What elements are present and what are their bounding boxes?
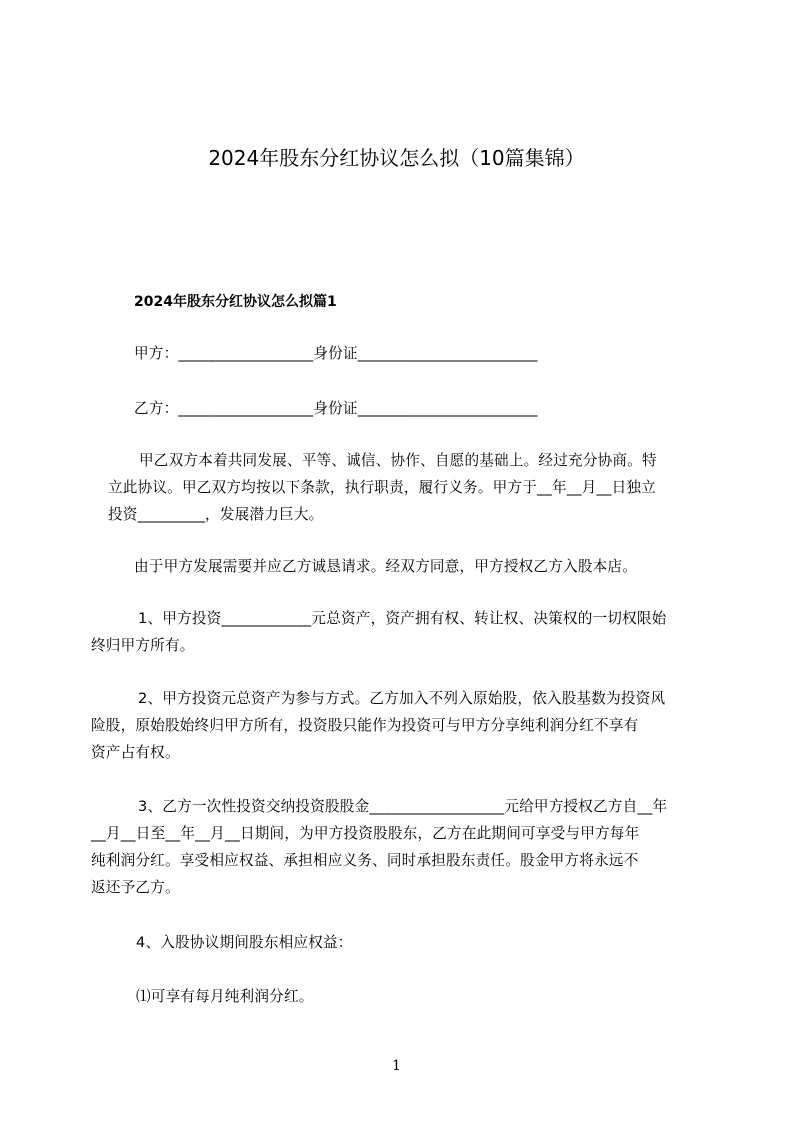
paragraph-line: 资产占有权。 (91, 744, 180, 761)
paragraph-line: 返还予乙方。 (91, 879, 180, 896)
paragraph-line: 由于甲方发展需要并应乙方诚恳请求。经双方同意，甲方授权乙方入股本店。 (134, 558, 637, 575)
party-a-line (134, 340, 754, 367)
paragraph-line: 险股，原始股始终归甲方所有，投资股只能作为投资可与甲方分享纯利润分红不享有 (91, 717, 639, 734)
paragraph-line: ⑴可享有每月纯利润分红。 (136, 988, 314, 1005)
paragraph-line: 甲方：__________________身份证________________________ (134, 345, 538, 362)
clause-3-paragraph (91, 793, 711, 901)
clause-1-paragraph (91, 605, 711, 659)
section-heading: 2024年股东分红协议怎么拟篇1 (134, 294, 337, 310)
paragraph-line: 乙方：__________________身份证________________________ (134, 400, 538, 417)
paragraph-line: 甲乙双方本着共同发展、平等、诚信、协作、自愿的基础上。经过充分协商。特 (139, 452, 657, 469)
clause-4-1-paragraph (91, 983, 711, 1010)
paragraph-line: __月__日至__年__月__日期间，为甲方投资股股东，乙方在此期间可享受与甲方每年 (91, 825, 640, 842)
party-b-line (134, 395, 754, 422)
paragraph-line: 终归甲方所有。 (91, 637, 195, 654)
clause-2-paragraph (91, 685, 711, 766)
page-number: 1 (392, 1058, 401, 1074)
intro-paragraph (91, 447, 711, 528)
paragraph-line: 2、甲方投资元总资产为参与方式。乙方加入不列入原始股，依入股基数为投资风 (138, 690, 666, 707)
paragraph-line: 3、乙方一次性投资交纳投资股股金__________________元给甲方授权乙方自__年 (138, 798, 668, 815)
paragraph-line: 立此协议。甲乙双方均按以下条款，执行职责，履行义务。甲方于__年__月__日独立 (108, 479, 656, 496)
paragraph-line: 1、甲方投资____________元总资产，资产拥有权、转让权、决策权的一切权限始 (138, 610, 667, 627)
document-title: 2024年股东分红协议怎么拟（10篇集锦） (208, 146, 585, 170)
paragraph-line: 投资_________，发展潜力巨大。 (108, 506, 324, 523)
clause-4-paragraph (91, 929, 711, 956)
background-paragraph (91, 553, 711, 580)
paragraph-line: 纯利润分红。享受相应权益、承担相应义务、同时承担股东责任。股金甲方将永远不 (91, 852, 639, 869)
paragraph-line: 4、入股协议期间股东相应权益： (136, 934, 353, 951)
